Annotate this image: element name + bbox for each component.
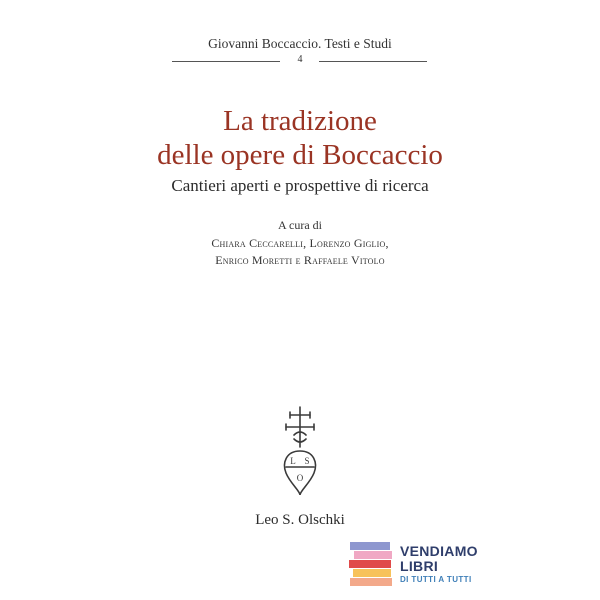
logo-letter-s: S [304,456,310,466]
logo-letter-l: L [290,456,296,466]
editors-line-2: Enrico Moretti e Raffaele Vitolo [215,253,385,267]
badge-line-2: LIBRI [400,558,439,574]
badge-text [400,544,478,586]
series-title: Giovanni Boccaccio. Testi e Studi [208,36,392,51]
editors-line-1: Chiara Ceccarelli, Lorenzo Giglio, [211,236,389,250]
series-rule-right [319,61,427,62]
book-subtitle: Cantieri aperti e prospettive di ricerca [171,176,429,195]
editors-intro: A cura di [278,218,322,232]
series-number: 4 [297,54,303,65]
vendiamo-libri-badge [348,540,498,590]
book-title [0,104,600,172]
title-line-2: delle opere di Boccaccio [157,139,443,171]
badge-tagline: DI TUTTI A TUTTI [400,575,472,584]
logo-letter-o: O [296,473,304,483]
publisher-name: Leo S. Olschki [255,512,345,528]
title-line-1: La tradizione [223,105,377,137]
olschki-cross-emblem-icon [278,405,322,499]
stacked-books-icon [348,540,394,590]
badge-line-1: VENDIAMO [400,543,478,559]
